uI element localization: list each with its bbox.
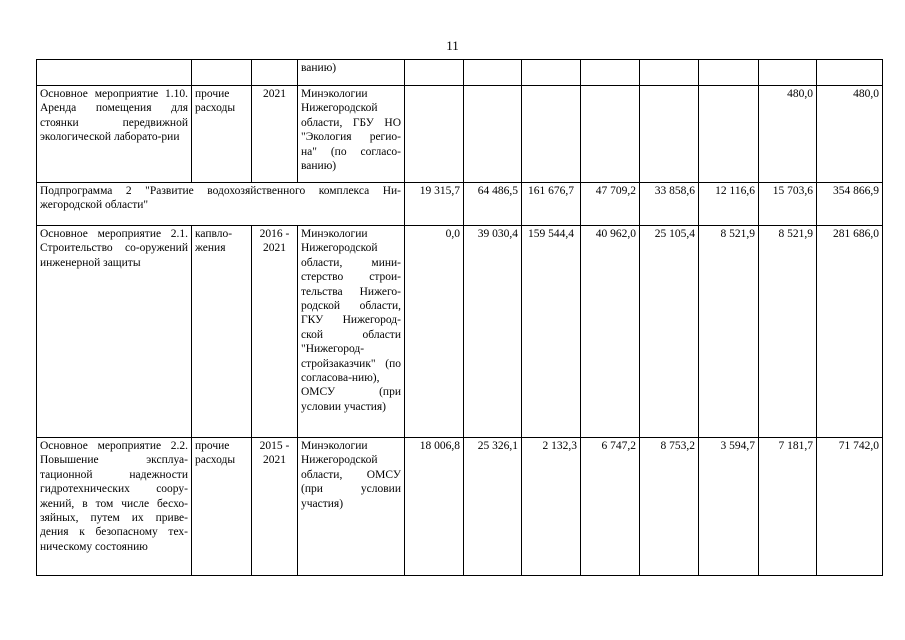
value-cell [640,86,699,183]
table-row [37,86,883,183]
value-cell [522,60,581,86]
value-cell [405,60,464,86]
table-row [37,183,883,226]
years-cell: 2016 - 2021 [252,226,298,438]
executor-cell: Минэкологии Нижегородской области, ГБУ НО "Экология регио-на" (по согласо-ванию) [298,86,405,183]
value-cell: 3 594,7 [699,438,759,576]
value-cell: 2 132,3 [522,438,581,576]
page-number: 11 [446,38,459,53]
value-cell: 12 116,6 [699,183,759,226]
value-cell: 25 326,1 [464,438,522,576]
value-cell: 159 544,4 [522,226,581,438]
expense-type-cell: капвло-жения [192,226,252,438]
value-cell: 15 703,6 [759,183,817,226]
value-cell [759,60,817,86]
value-cell [405,86,464,183]
value-cell [581,60,640,86]
activity-cell [37,60,192,86]
value-cell: 39 030,4 [464,226,522,438]
value-cell: 354 866,9 [817,183,883,226]
value-cell [581,86,640,183]
subprogram-title-cell: Подпрограмма 2 "Развитие водохозяйственного комплекса Ни-жегородской области" [37,183,405,226]
value-cell: 6 747,2 [581,438,640,576]
value-cell: 40 962,0 [581,226,640,438]
activity-cell: Основное мероприятие 2.2. Повышение эксплуа-тационной надежности гидротехнических соору-жений, в том числе бесхо-зяйных, путем их приве-дения к безопасному тех-ническому состоянию [37,438,192,576]
value-cell: 0,0 [405,226,464,438]
value-cell: 19 315,7 [405,183,464,226]
value-cell [699,60,759,86]
years-cell: 2015 - 2021 [252,438,298,576]
budget-table [36,59,883,576]
executor-cell: Минэкологии Нижегородской области, ОМСУ (при условии участия) [298,438,405,576]
value-cell: 8 521,9 [699,226,759,438]
value-cell: 161 676,7 [522,183,581,226]
value-cell: 71 742,0 [817,438,883,576]
value-cell [464,86,522,183]
value-cell [640,60,699,86]
value-cell: 281 686,0 [817,226,883,438]
years-cell [252,60,298,86]
value-cell: 480,0 [817,86,883,183]
value-cell: 7 181,7 [759,438,817,576]
value-cell: 8 521,9 [759,226,817,438]
value-cell: 33 858,6 [640,183,699,226]
executor-cell: ванию) [298,60,405,86]
expense-type-cell [192,60,252,86]
value-cell: 64 486,5 [464,183,522,226]
value-cell: 8 753,2 [640,438,699,576]
table-row [37,60,883,86]
value-cell: 47 709,2 [581,183,640,226]
activity-cell: Основное мероприятие 2.1. Строительство со-оружений инженерной защиты [37,226,192,438]
value-cell [699,86,759,183]
expense-type-cell: прочие расходы [192,438,252,576]
years-cell: 2021 [252,86,298,183]
value-cell: 25 105,4 [640,226,699,438]
table-row [37,226,883,438]
value-cell: 480,0 [759,86,817,183]
executor-cell: Минэкологии Нижегородской области, мини-стерство строи-тельства Нижего-родской области, ГКУ Нижегород-ской области "Нижегород-стройзаказчик" (по согласова-нию), ОМСУ (при условии участия) [298,226,405,438]
value-cell [522,86,581,183]
value-cell [817,60,883,86]
expense-type-cell: прочие расходы [192,86,252,183]
value-cell [464,60,522,86]
activity-cell: Основное мероприятие 1.10. Аренда помещения для стоянки передвижной экологической лаборато-рии [37,86,192,183]
table-row [37,438,883,576]
value-cell: 18 006,8 [405,438,464,576]
